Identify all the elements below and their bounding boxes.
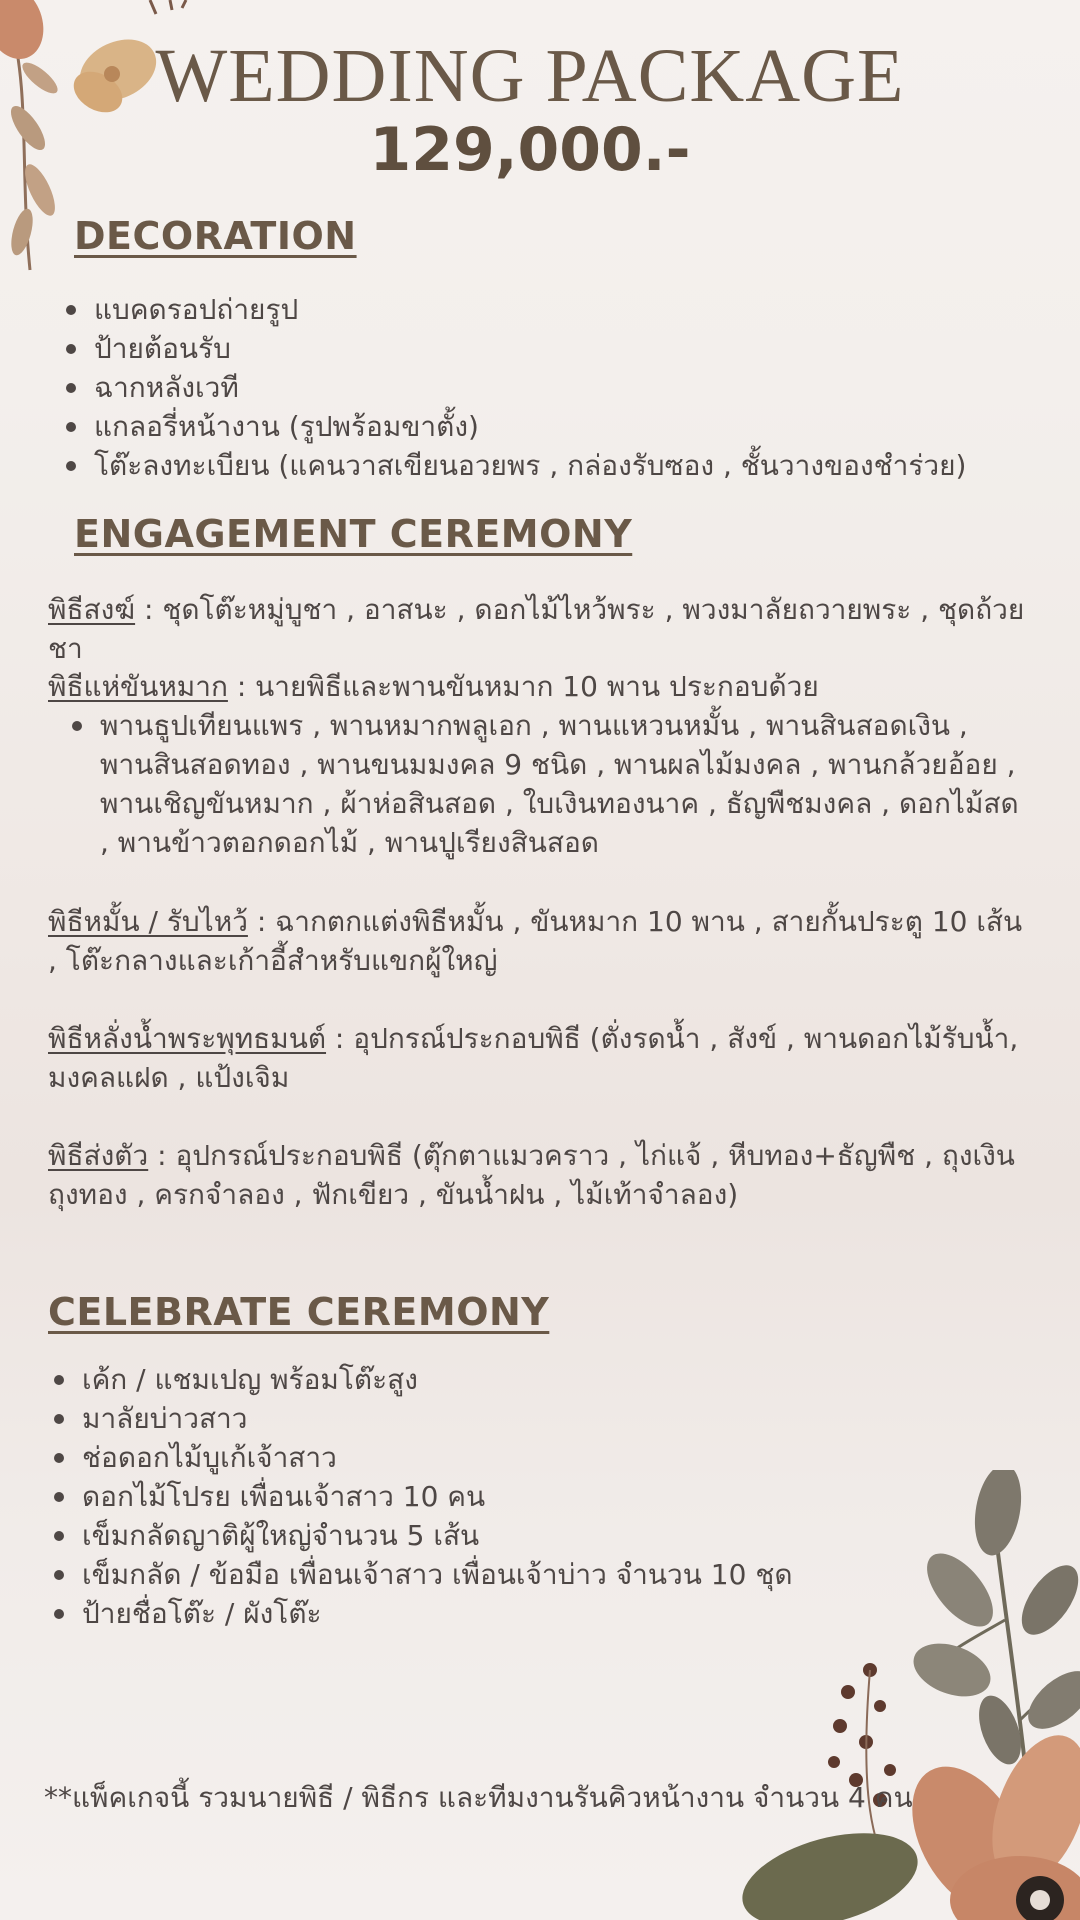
list-item: โต๊ะลงทะเบียน (แคนวาสเขียนอวยพร , กล่องรับซอง , ชั้นวางของชำร่วย) [94, 446, 966, 485]
celebrate-list [82, 1360, 793, 1633]
monk-ceremony-text: : ชุดโต๊ะหมู่บูชา , อาสนะ , ดอกไม้ไหว้พระ , พวงมาลัยถวายพระ , ชุดถ้วยชา [48, 593, 1025, 665]
monk-ceremony [48, 590, 1038, 668]
list-item: มาลัยบ่าวสาว [82, 1399, 793, 1438]
list-item: เข็มกลัดญาติผู้ใหญ่จำนวน 5 เส้น [82, 1516, 793, 1555]
list-item: ฉากหลังเวที [94, 368, 966, 407]
engagement-ceremony-label: พิธีหมั้น / รับไหว้ [48, 905, 248, 938]
khan-items-list [100, 706, 1030, 862]
khan-procession [48, 667, 1038, 706]
list-item: เค้ก / แชมเปญ พร้อมโต๊ะสูง [82, 1360, 793, 1399]
khan-procession-label: พิธีแห่ขันหมาก [48, 670, 228, 703]
bed-ceremony [48, 1136, 1038, 1214]
list-item: ดอกไม้โปรย เพื่อนเจ้าสาว 10 คน [82, 1477, 793, 1516]
bed-ceremony-text: : อุปกรณ์ประกอบพิธี (ตุ๊กตาแมวคราว , ไก่แจ้ , หีบทอง+ธัญพืช , ถุงเงินถุงทอง , ครกจำลอง , ฟักเขียว , ขันน้ำฝน , ไม้เท้าจำลอง) [48, 1139, 1015, 1211]
water-pouring-ceremony [48, 1019, 1028, 1097]
engagement-heading: ENGAGEMENT CEREMONY [74, 512, 633, 556]
water-pouring-text: : อุปกรณ์ประกอบพิธี (ตั่งรดน้ำ , สังข์ , พานดอกไม้รับน้ำ, มงคลแฝด , แป้งเจิม [48, 1022, 1019, 1094]
engagement-ceremony [48, 902, 1028, 980]
list-item: แกลอรี่หน้างาน (รูปพร้อมขาตั้ง) [94, 407, 966, 446]
monk-ceremony-label: พิธีสงฆ์ [48, 593, 136, 626]
list-item: แบคดรอปถ่ายรูป [94, 290, 966, 329]
list-item: ช่อดอกไม้บูเก้เจ้าสาว [82, 1438, 793, 1477]
celebrate-heading: CELEBRATE CEREMONY [48, 1290, 550, 1334]
list-item: พานธูปเทียนแพร , พานหมากพลูเอก , พานแหวนหมั้น , พานสินสอดเงิน , พานสินสอดทอง , พานขนมมงคล 9 ชนิด , พานผลไม้มงคล , พานกล้วยอ้อย , พานเชิญขันหมาก , ผ้าห่อสินสอด , ใบเงินทองนาค , ธัญพืชมงคล , ดอกไม้สด , พานข้าวตอกดอกไม้ , พานปูเรียงสินสอด [100, 706, 1030, 862]
engagement-ceremony-text: : ฉากตกแต่งพิธีหมั้น , ขันหมาก 10 พาน , สายกั้นประตู 10 เส้น , โต๊ะกลางและเก้าอี้สำหรับแขกผู้ใหญ่ [48, 905, 1023, 977]
page-title: WEDDING PACKAGE [155, 34, 905, 118]
list-item: ป้ายชื่อโต๊ะ / ผังโต๊ะ [82, 1594, 793, 1633]
water-pouring-label: พิธีหลั่งน้ำพระพุทธมนต์ [48, 1022, 327, 1055]
decoration-heading: DECORATION [74, 214, 357, 258]
khan-procession-text: : นายพิธีและพานขันหมาก 10 พาน ประกอบด้วย [227, 670, 819, 703]
decoration-list [94, 290, 966, 485]
list-item: ป้ายต้อนรับ [94, 329, 966, 368]
list-item: เข็มกลัด / ข้อมือ เพื่อนเจ้าสาว เพื่อนเจ้าบ่าว จำนวน 10 ชุด [82, 1555, 793, 1594]
package-price: 129,000.- [369, 115, 691, 185]
bed-ceremony-label: พิธีส่งตัว [48, 1139, 149, 1172]
package-note: **แพ็คเกจนี้ รวมนายพิธี / พิธีกร และทีมงานรันคิวหน้างาน จำนวน 4 คน [44, 1781, 913, 1814]
